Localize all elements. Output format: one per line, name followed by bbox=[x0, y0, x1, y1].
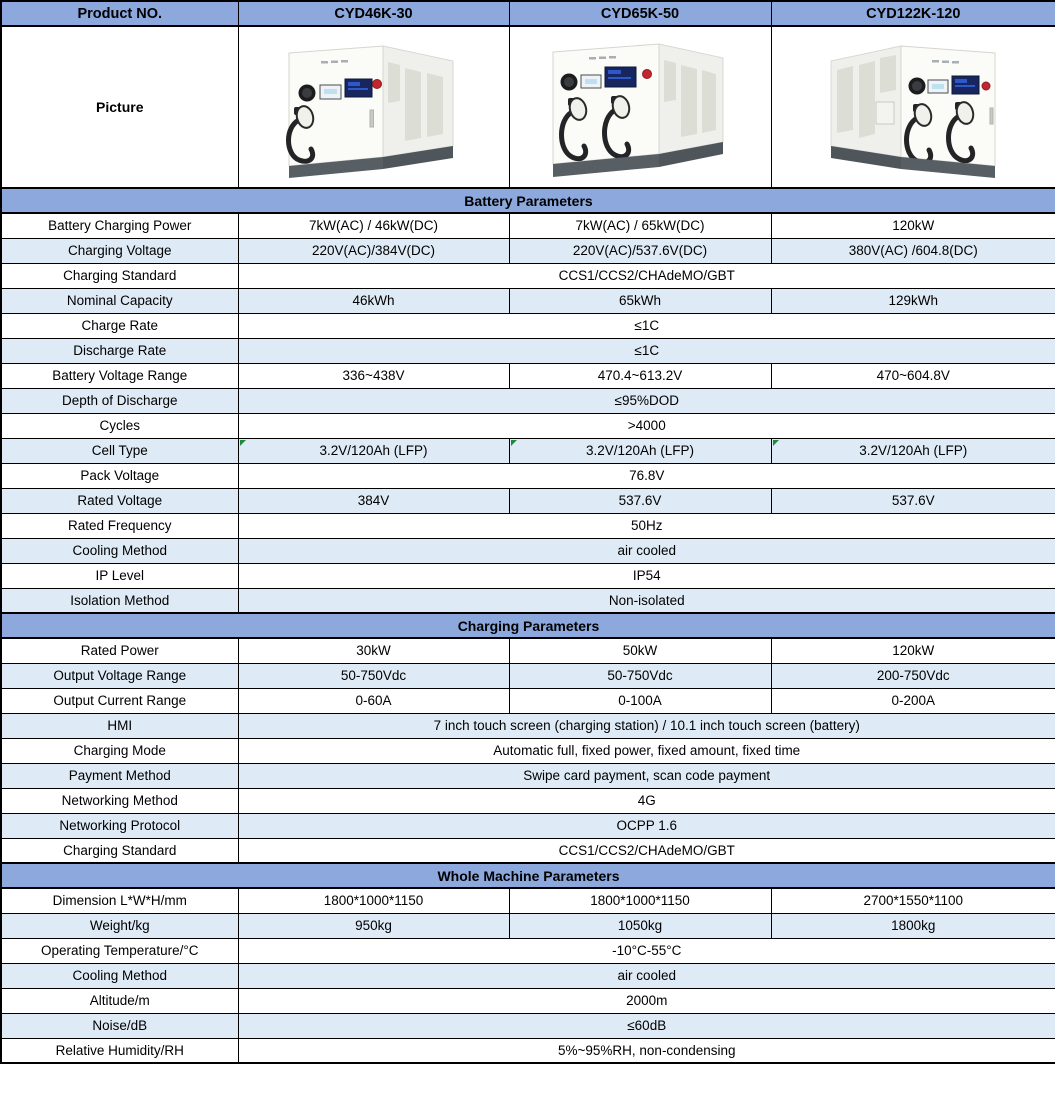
spec-row bbox=[1, 838, 1055, 863]
spec-value: 336~438V bbox=[238, 363, 509, 388]
spec-value: 0-100A bbox=[509, 688, 771, 713]
spec-row-label: Networking Protocol bbox=[1, 813, 238, 838]
spec-row-label: Rated Voltage bbox=[1, 488, 238, 513]
spec-row-label: Depth of Discharge bbox=[1, 388, 238, 413]
cell-note-marker-icon bbox=[773, 440, 779, 446]
spec-value-merged: CCS1/CCS2/CHAdeMO/GBT bbox=[238, 263, 1055, 288]
spec-row bbox=[1, 238, 1055, 263]
spec-row-label: Relative Humidity/RH bbox=[1, 1038, 238, 1063]
product-name-cyd122k-120: CYD122K-120 bbox=[771, 1, 1055, 26]
spec-row bbox=[1, 688, 1055, 713]
spec-value-merged: ≤1C bbox=[238, 338, 1055, 363]
spec-row-label: Cooling Method bbox=[1, 538, 238, 563]
spec-value-merged: 2000m bbox=[238, 988, 1055, 1013]
spec-value-merged: 76.8V bbox=[238, 463, 1055, 488]
picture-label: Picture bbox=[1, 26, 238, 188]
spec-row bbox=[1, 538, 1055, 563]
spec-row-label: Output Voltage Range bbox=[1, 663, 238, 688]
spec-value-merged: Automatic full, fixed power, fixed amount, fixed time bbox=[238, 738, 1055, 763]
spec-value-merged: OCPP 1.6 bbox=[238, 813, 1055, 838]
spec-value: 470~604.8V bbox=[771, 363, 1055, 388]
spec-value: 220V(AC)/537.6V(DC) bbox=[509, 238, 771, 263]
spec-row bbox=[1, 813, 1055, 838]
spec-row-label: Pack Voltage bbox=[1, 463, 238, 488]
cell-note-marker-icon bbox=[511, 440, 517, 446]
spec-value-merged: >4000 bbox=[238, 413, 1055, 438]
spec-value: 1800*1000*1150 bbox=[509, 888, 771, 913]
product-image-cell-1 bbox=[238, 26, 509, 188]
spec-row-label: Output Current Range bbox=[1, 688, 238, 713]
spec-row-label: Networking Method bbox=[1, 788, 238, 813]
spec-row bbox=[1, 563, 1055, 588]
spec-row bbox=[1, 388, 1055, 413]
spec-row-label: Cell Type bbox=[1, 438, 238, 463]
spec-value-merged: air cooled bbox=[238, 963, 1055, 988]
table-header-row bbox=[1, 1, 1055, 26]
charger-cabinet-two-guns-left-view-icon bbox=[541, 30, 739, 185]
spec-row-label: Discharge Rate bbox=[1, 338, 238, 363]
spec-row-label: Rated Frequency bbox=[1, 513, 238, 538]
spec-row bbox=[1, 1038, 1055, 1063]
spec-value: 0-60A bbox=[238, 688, 509, 713]
section-title: Charging Parameters bbox=[1, 613, 1055, 638]
spec-row-label: Charging Standard bbox=[1, 838, 238, 863]
spec-value: 65kWh bbox=[509, 288, 771, 313]
spec-value-merged: CCS1/CCS2/CHAdeMO/GBT bbox=[238, 838, 1055, 863]
spec-value-merged: 7 inch touch screen (charging station) / 10.1 inch touch screen (battery) bbox=[238, 713, 1055, 738]
spec-value-merged: ≤95%DOD bbox=[238, 388, 1055, 413]
spec-row-label: Nominal Capacity bbox=[1, 288, 238, 313]
spec-value: 537.6V bbox=[509, 488, 771, 513]
spec-row bbox=[1, 988, 1055, 1013]
spec-row bbox=[1, 938, 1055, 963]
spec-row bbox=[1, 913, 1055, 938]
spec-row-label: Charging Mode bbox=[1, 738, 238, 763]
spec-row bbox=[1, 588, 1055, 613]
spec-row bbox=[1, 438, 1055, 463]
spec-value: 3.2V/120Ah (LFP) bbox=[509, 438, 771, 463]
spec-value: 1800kg bbox=[771, 913, 1055, 938]
spec-row-label: Battery Charging Power bbox=[1, 213, 238, 238]
spec-value-merged: 50Hz bbox=[238, 513, 1055, 538]
spec-value-merged: Swipe card payment, scan code payment bbox=[238, 763, 1055, 788]
spec-row bbox=[1, 213, 1055, 238]
spec-value: 220V(AC)/384V(DC) bbox=[238, 238, 509, 263]
spec-row-label: Altitude/m bbox=[1, 988, 238, 1013]
spec-row bbox=[1, 763, 1055, 788]
spec-value: 3.2V/120Ah (LFP) bbox=[238, 438, 509, 463]
spec-row-label: Battery Voltage Range bbox=[1, 363, 238, 388]
spec-value: 1800*1000*1150 bbox=[238, 888, 509, 913]
spec-value-merged: 4G bbox=[238, 788, 1055, 813]
spec-value: 120kW bbox=[771, 213, 1055, 238]
spec-row-label: Operating Temperature/°C bbox=[1, 938, 238, 963]
product-image-cell-3 bbox=[771, 26, 1055, 188]
spec-row bbox=[1, 963, 1055, 988]
spec-value: 50-750Vdc bbox=[509, 663, 771, 688]
spec-row-label: Weight/kg bbox=[1, 913, 238, 938]
section-header-row bbox=[1, 613, 1055, 638]
spec-value: 0-200A bbox=[771, 688, 1055, 713]
spec-row-label: IP Level bbox=[1, 563, 238, 588]
spec-row-label: Charging Voltage bbox=[1, 238, 238, 263]
spec-value-merged: -10°C-55°C bbox=[238, 938, 1055, 963]
spec-value: 7kW(AC) / 65kW(DC) bbox=[509, 213, 771, 238]
spec-row bbox=[1, 888, 1055, 913]
spec-value-merged: 5%~95%RH, non-condensing bbox=[238, 1038, 1055, 1063]
product-name-cyd65k-50: CYD65K-50 bbox=[509, 1, 771, 26]
spec-row-label: Rated Power bbox=[1, 638, 238, 663]
spec-value: 30kW bbox=[238, 638, 509, 663]
spec-row-label: Cycles bbox=[1, 413, 238, 438]
section-header-row bbox=[1, 863, 1055, 888]
product-image-cell-2 bbox=[509, 26, 771, 188]
spec-value: 50kW bbox=[509, 638, 771, 663]
spec-value: 46kWh bbox=[238, 288, 509, 313]
spec-value-merged: ≤60dB bbox=[238, 1013, 1055, 1038]
spec-row-label: Isolation Method bbox=[1, 588, 238, 613]
spec-value: 380V(AC) /604.8(DC) bbox=[771, 238, 1055, 263]
spec-value: 129kWh bbox=[771, 288, 1055, 313]
spec-table-body bbox=[1, 26, 1055, 1063]
section-header-row bbox=[1, 188, 1055, 213]
spec-value: 384V bbox=[238, 488, 509, 513]
product-name-cyd46k-30: CYD46K-30 bbox=[238, 1, 509, 26]
spec-row bbox=[1, 463, 1055, 488]
spec-row bbox=[1, 513, 1055, 538]
spec-value-merged: Non-isolated bbox=[238, 588, 1055, 613]
charger-cabinet-two-guns-right-view-icon bbox=[814, 30, 1012, 185]
spec-value-merged: ≤1C bbox=[238, 313, 1055, 338]
spec-value: 2700*1550*1100 bbox=[771, 888, 1055, 913]
section-title: Whole Machine Parameters bbox=[1, 863, 1055, 888]
spec-row bbox=[1, 313, 1055, 338]
spec-row bbox=[1, 663, 1055, 688]
spec-row bbox=[1, 638, 1055, 663]
spec-value: 7kW(AC) / 46kW(DC) bbox=[238, 213, 509, 238]
product-no-header: Product NO. bbox=[1, 1, 238, 26]
section-title: Battery Parameters bbox=[1, 188, 1055, 213]
charger-cabinet-one-gun-left-view-icon bbox=[275, 30, 473, 185]
spec-row-label: Cooling Method bbox=[1, 963, 238, 988]
spec-row-label: Payment Method bbox=[1, 763, 238, 788]
spec-row-label: HMI bbox=[1, 713, 238, 738]
spec-row-label: Noise/dB bbox=[1, 1013, 238, 1038]
spec-row bbox=[1, 738, 1055, 763]
spec-value-merged: air cooled bbox=[238, 538, 1055, 563]
spec-row bbox=[1, 788, 1055, 813]
spec-value: 50-750Vdc bbox=[238, 663, 509, 688]
spec-value: 537.6V bbox=[771, 488, 1055, 513]
spec-row bbox=[1, 363, 1055, 388]
spec-row bbox=[1, 713, 1055, 738]
cell-note-marker-icon bbox=[240, 440, 246, 446]
spec-value: 1050kg bbox=[509, 913, 771, 938]
spec-value-merged: IP54 bbox=[238, 563, 1055, 588]
spec-row-label: Charge Rate bbox=[1, 313, 238, 338]
spec-row bbox=[1, 263, 1055, 288]
spec-row bbox=[1, 488, 1055, 513]
spec-value: 950kg bbox=[238, 913, 509, 938]
picture-row bbox=[1, 26, 1055, 188]
spec-value: 3.2V/120Ah (LFP) bbox=[771, 438, 1055, 463]
spec-row bbox=[1, 1013, 1055, 1038]
spec-row-label: Dimension L*W*H/mm bbox=[1, 888, 238, 913]
spec-row bbox=[1, 413, 1055, 438]
spec-value: 200-750Vdc bbox=[771, 663, 1055, 688]
spec-value: 120kW bbox=[771, 638, 1055, 663]
spec-row-label: Charging Standard bbox=[1, 263, 238, 288]
spec-value: 470.4~613.2V bbox=[509, 363, 771, 388]
spec-row bbox=[1, 288, 1055, 313]
spec-row bbox=[1, 338, 1055, 363]
